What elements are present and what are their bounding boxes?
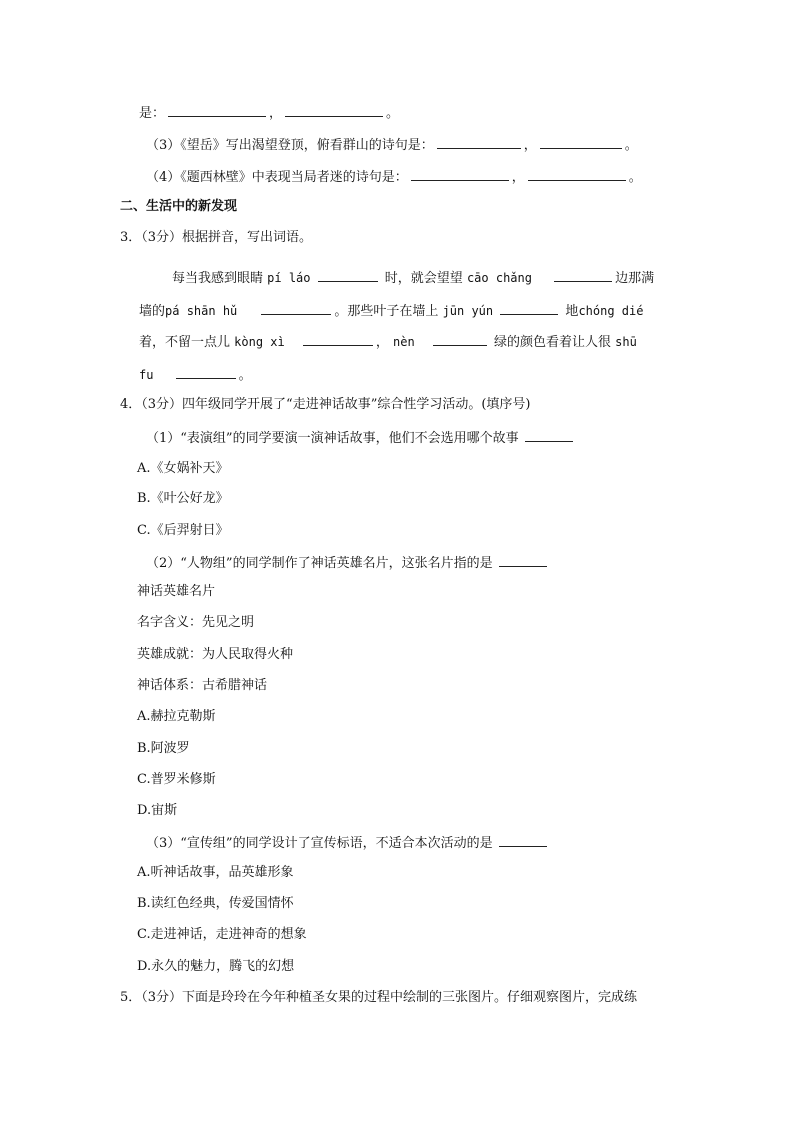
q3-pinyin: fu (139, 368, 154, 382)
answer-blank[interactable] (528, 167, 626, 181)
q2-item-4 (146, 167, 642, 187)
q3-pinyin: pá shān hǔ (165, 304, 238, 318)
q4-p2-option-d[interactable]: D.宙斯 (137, 803, 178, 818)
answer-blank[interactable] (433, 332, 487, 346)
q3-pinyin: kòng xì (234, 335, 285, 349)
punct-period: 。 (238, 368, 252, 383)
q3-text: 着，不留一点儿 (139, 335, 231, 350)
q4-p3-option-c[interactable]: C.走进神话，走进神奇的想象 (137, 927, 307, 942)
q3-pinyin: jūn yún (442, 304, 494, 318)
hero-card-line: 神话体系：古希腊神话 (137, 678, 268, 693)
q4-part-2 (146, 553, 550, 573)
answer-blank[interactable] (318, 268, 378, 282)
q4-p1-option-c[interactable]: C.《后羿射日》 (137, 523, 229, 538)
q3-stem: 3．（3分）根据拼音，写出词语。 (120, 230, 313, 245)
q2-prefix: 是： (139, 106, 166, 121)
q3-text: 时，就会望望 (384, 271, 463, 286)
q3-pinyin: chóng dié (578, 304, 644, 318)
q3-line-2 (139, 301, 643, 321)
punct-period: 。 (624, 138, 638, 153)
q3-text: 地 (565, 304, 579, 319)
q4-p1-option-a[interactable]: A.《女娲补天》 (137, 461, 229, 476)
q3-text: 。那些叶子在墙上 (334, 304, 439, 319)
q2-line-1 (139, 103, 399, 123)
answer-blank[interactable] (303, 332, 373, 346)
answer-blank[interactable] (500, 301, 558, 315)
answer-blank[interactable] (168, 103, 266, 117)
q3-pinyin: shū (615, 335, 637, 349)
answer-blank[interactable] (261, 301, 331, 315)
punct-comma: ， (269, 106, 283, 121)
hero-card-line: 名字含义：先见之明 (137, 615, 255, 630)
q4-p2-option-a[interactable]: A.赫拉克勒斯 (137, 709, 216, 724)
answer-blank[interactable] (176, 365, 236, 379)
q3-text: 每当我感到眼睛 (172, 271, 264, 286)
q4-p3-option-d[interactable]: D.永久的魅力，腾飞的幻想 (137, 959, 295, 974)
q3-line-3 (139, 332, 637, 352)
q4-p1-question: （1）“表演组”的同学要演一演神话故事，他们不会选用哪个故事 (146, 431, 519, 446)
q4-p3-option-b[interactable]: B.读红色经典，传爱国情怀 (137, 896, 294, 911)
q3-text: 边那满 (615, 271, 655, 286)
punct-comma: ， (523, 138, 537, 153)
q4-p1-option-b[interactable]: B.《叶公好龙》 (137, 491, 229, 506)
q4-stem: 4．（3分）四年级同学开展了“走进神话故事”综合性学习活动。(填序号) (120, 397, 531, 412)
q4-p2-question: （2）“人物组”的同学制作了神话英雄名片，这张名片指的是 (146, 556, 493, 571)
punct-comma: ， (511, 170, 525, 185)
answer-blank[interactable] (437, 135, 521, 149)
q5-stem: 5．（3分）下面是玲玲在今年种植圣女果的过程中绘制的三张图片。仔细观察图片，完成练 (120, 990, 638, 1005)
q3-text: 绿的颜色看着让人很 (494, 335, 612, 350)
answer-blank[interactable] (554, 268, 612, 282)
punct-period: 。 (628, 170, 642, 185)
q4-p2-option-b[interactable]: B.阿波罗 (137, 741, 190, 756)
answer-blank[interactable] (285, 103, 383, 117)
q3-pinyin: cāo chǎng (466, 271, 532, 285)
punct-period: 。 (386, 106, 400, 121)
q3-pinyin: nèn (393, 335, 415, 349)
q4-p3-question: （3）“宣传组”的同学设计了宣传标语，不适合本次活动的是 (146, 836, 493, 851)
q2-item-4-text: （4）《题西林壁》中表现当局者迷的诗句是： (146, 170, 408, 185)
q4-p2-option-c[interactable]: C.普罗米修斯 (137, 772, 216, 787)
q3-line-1 (172, 268, 654, 288)
hero-card-title: 神话英雄名片 (137, 584, 216, 599)
answer-blank[interactable] (540, 135, 622, 149)
hero-card-line: 英雄成就：为人民取得火种 (137, 647, 294, 662)
q2-item-3-text: （3）《望岳》写出渴望登顶，俯看群山的诗句是： (146, 138, 434, 153)
q4-part-1 (146, 428, 576, 448)
answer-blank[interactable] (499, 553, 547, 567)
q2-item-3 (146, 135, 638, 155)
q3-pinyin: pí láo (267, 271, 311, 285)
answer-blank[interactable] (525, 428, 573, 442)
q3-line-4 (139, 365, 252, 385)
q4-part-3 (146, 833, 550, 853)
punct-comma: ， (375, 335, 389, 350)
answer-blank[interactable] (411, 167, 509, 181)
answer-blank[interactable] (499, 833, 547, 847)
q3-text: 墙的 (139, 304, 166, 319)
q4-p3-option-a[interactable]: A.听神话故事，品英雄形象 (137, 865, 294, 880)
section-2-title: 二、生活中的新发现 (120, 199, 238, 214)
